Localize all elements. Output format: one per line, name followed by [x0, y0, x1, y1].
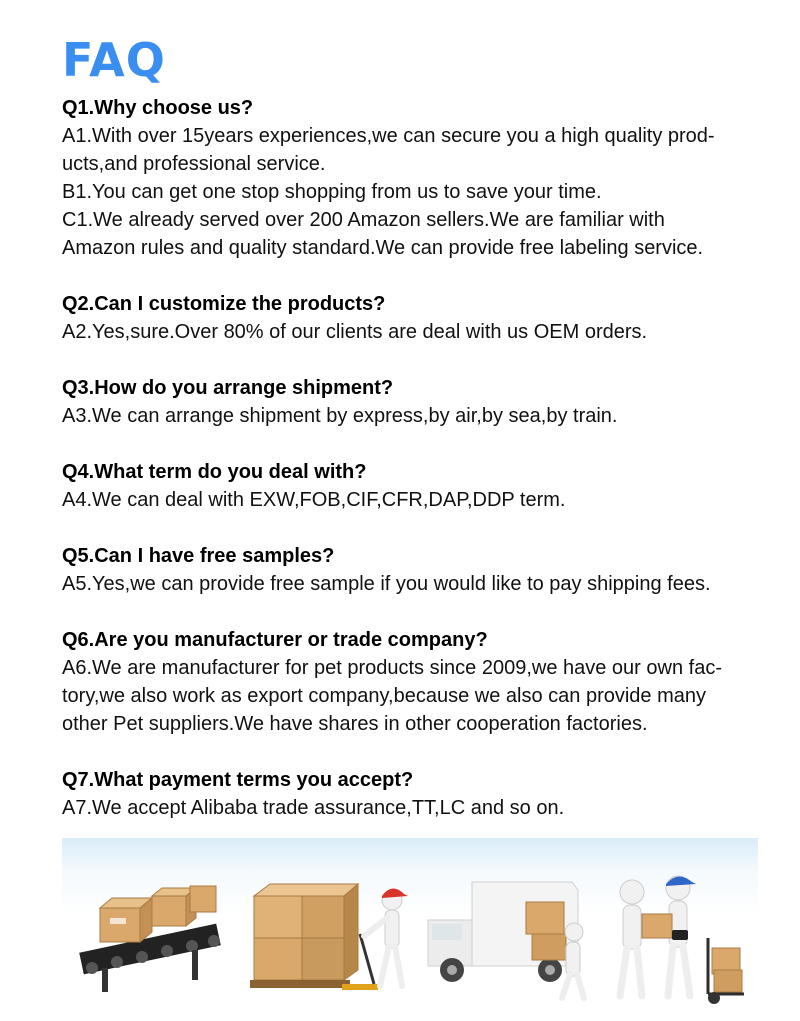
answer-line: A1.With over 15years experiences,we can secure you a high quality prod- — [62, 125, 715, 147]
faq-item-5 — [62, 542, 762, 598]
question: Q1.Why choose us? — [62, 97, 254, 119]
question: Q5.Can I have free samples? — [62, 545, 335, 567]
question: Q4.What term do you deal with? — [62, 461, 367, 483]
page-title: FAQ — [62, 33, 166, 87]
faq-item-4 — [62, 458, 762, 514]
answer-line: C1.We already served over 200 Amazon sellers.We are familiar with — [62, 209, 665, 231]
handover-hand-truck-illustration — [602, 838, 752, 1008]
delivery-truck-illustration — [422, 838, 592, 1008]
question: Q6.Are you manufacturer or trade company? — [62, 629, 488, 651]
question: Q3.How do you arrange shipment? — [62, 377, 394, 399]
answer-line: A4.We can deal with EXW,FOB,CIF,CFR,DAP,DDP term. — [62, 489, 566, 511]
answer-line: ucts,and professional service. — [62, 153, 326, 175]
conveyor-boxes-illustration — [72, 838, 232, 1008]
answer-line: Amazon rules and quality standard.We can provide free labeling service. — [62, 237, 704, 259]
question: Q2.Can I customize the products? — [62, 293, 386, 315]
answer-line: A7.We accept Alibaba trade assurance,TT,LC and so on. — [62, 797, 565, 819]
logistics-illustration-strip — [62, 838, 758, 1008]
answer-line: A6.We are manufacturer for pet products since 2009,we have our own fac- — [62, 657, 722, 679]
answer-line: other Pet suppliers.We have shares in other cooperation factories. — [62, 713, 648, 735]
answer-line: A3.We can arrange shipment by express,by air,by sea,by train. — [62, 405, 618, 427]
answer-line: A2.Yes,sure.Over 80% of our clients are deal with us OEM orders. — [62, 321, 648, 343]
pallet-jack-worker-illustration — [242, 838, 412, 1008]
faq-item-3 — [62, 374, 762, 430]
faq-page — [62, 34, 762, 850]
question: Q7.What payment terms you accept? — [62, 769, 414, 791]
faq-item-1 — [62, 94, 762, 262]
answer-line: tory,we also work as export company,because we also can provide many — [62, 685, 707, 707]
faq-item-2 — [62, 290, 762, 346]
faq-item-6 — [62, 626, 762, 738]
answer-line: A5.Yes,we can provide free sample if you would like to pay shipping fees. — [62, 573, 711, 595]
faq-item-7 — [62, 766, 762, 822]
answer-line: B1.You can get one stop shopping from us to save your time. — [62, 181, 602, 203]
